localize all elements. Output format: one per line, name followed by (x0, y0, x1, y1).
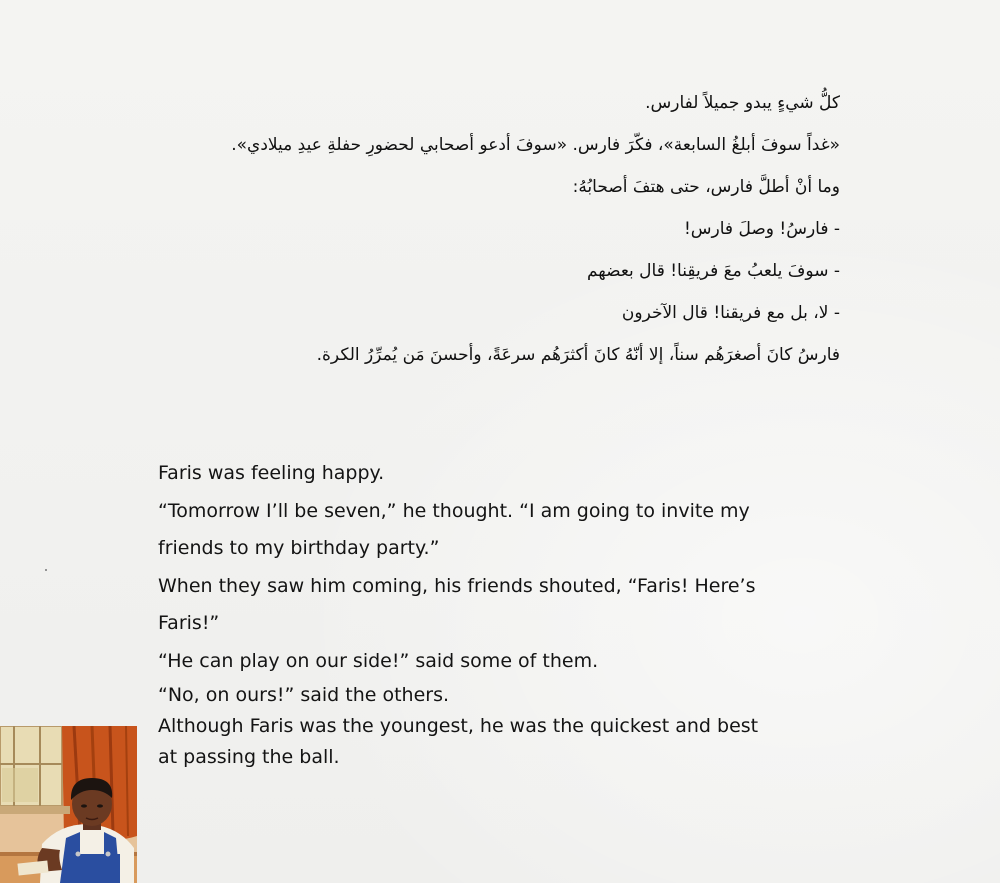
english-line: Faris was feeling happy. (158, 462, 385, 484)
english-line: When they saw him coming, his friends shouted, “Faris! Here’s (158, 574, 756, 597)
arabic-line: - سوفَ يلعبُ معَ فريقِنا! قال بعضهم (586, 261, 840, 281)
english-line: “Tomorrow I’ll be seven,” he thought. “I am going to invite my (158, 499, 750, 522)
arabic-line: - فارسُ! وصلَ فارس! (683, 219, 840, 239)
english-line: “No, on ours!” said the others. (158, 684, 450, 706)
english-text-block (158, 455, 848, 773)
boy-illustration (0, 726, 137, 883)
english-line: “He can play on our side!” said some of them. (158, 649, 599, 672)
arabic-line: - لا، بل مع فريقنا! قال الآخرون (621, 303, 840, 323)
english-line: Faris!” (158, 612, 220, 634)
english-line: friends to my birthday party.” (158, 537, 440, 559)
english-line: Although Faris was the youngest, he was the quickest and best (158, 715, 759, 737)
arabic-text-block (150, 82, 840, 376)
arabic-line: فارسُ كانَ أصغرَهُم سناً، إلا أنّهُ كانَ أكثرَهُم سرعَةً، وأحسنَ مَن يُمرِّرُ الكرة. (316, 345, 840, 365)
arabic-line: «غداً سوفَ أبلغُ السابعة»، فكّرَ فارس. «سوفَ أدعو أصحابي لحضورِ حفلةِ عيدِ ميلادي». (231, 135, 840, 155)
paper-speck (45, 569, 47, 571)
arabic-line: وما أنْ أطلَّ فارس، حتى هتفَ أصحابُهُ: (572, 177, 840, 197)
arabic-line: كلُّ شيءٍ يبدو جميلاً لفارس. (645, 93, 840, 113)
english-line: at passing the ball. (158, 746, 340, 768)
